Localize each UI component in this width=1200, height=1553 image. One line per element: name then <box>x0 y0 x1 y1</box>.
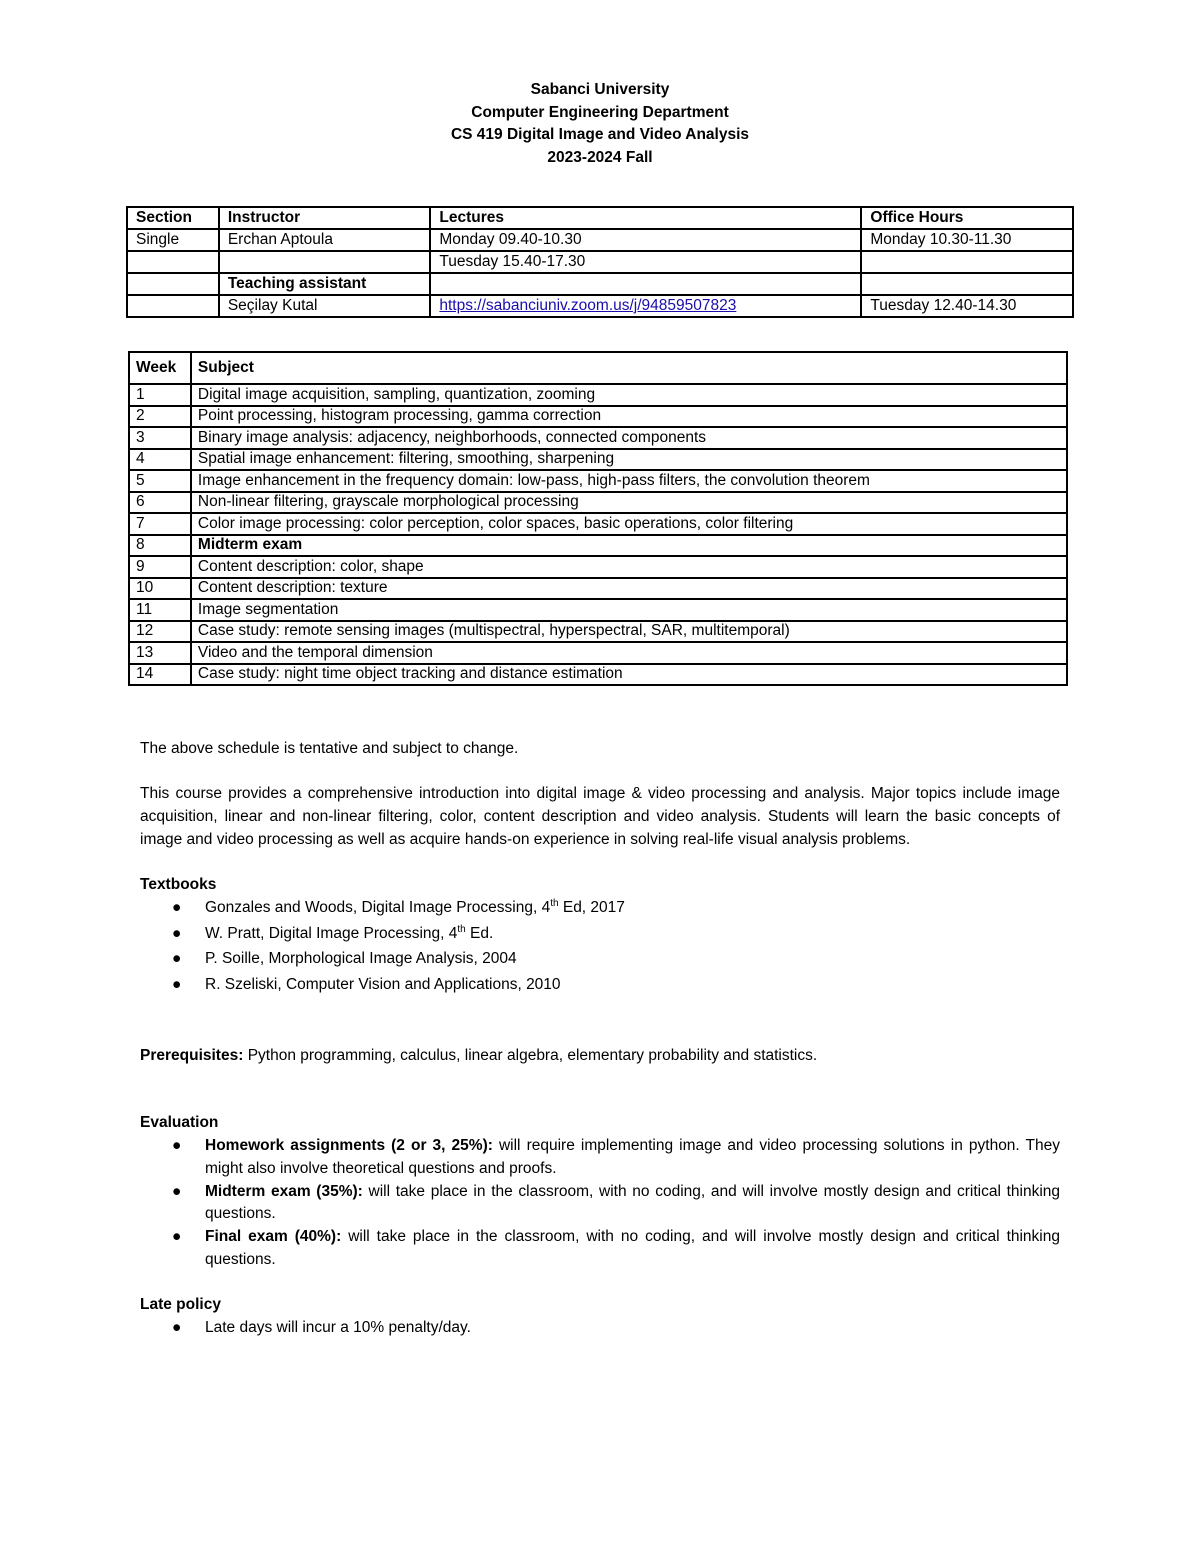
info-header-row <box>127 207 1073 229</box>
bullet-icon: ● <box>172 950 182 968</box>
textbook-item <box>140 974 1060 997</box>
week-number: 1 <box>129 384 191 406</box>
textbook-text: R. Szeliski, Computer Vision and Applications, 2010 <box>205 976 561 993</box>
schedule-row <box>129 578 1067 600</box>
bullet-icon: ● <box>172 1227 182 1245</box>
week-subject: Image segmentation <box>191 599 1067 621</box>
week-number: 2 <box>129 406 191 428</box>
evaluation-heading: Evaluation <box>140 1114 219 1132</box>
schedule-row <box>129 406 1067 428</box>
week-subject: Content description: color, shape <box>191 556 1067 578</box>
evaluation-label: Homework assignments (2 or 3, 25%): <box>205 1137 493 1155</box>
textbook-item <box>140 948 1060 971</box>
week-subject: Point processing, histogram processing, gamma correction <box>191 406 1067 428</box>
info-cell <box>861 251 1073 273</box>
week-number: 8 <box>129 535 191 557</box>
week-subject: Case study: remote sensing images (multispectral, hyperspectral, SAR, multitemporal) <box>191 621 1067 643</box>
week-subject: Spatial image enhancement: filtering, smoothing, sharpening <box>191 449 1067 471</box>
schedule-row <box>129 449 1067 471</box>
schedule-row <box>129 513 1067 535</box>
term: 2023-2024 Fall <box>547 148 653 166</box>
bullet-icon: ● <box>172 1182 182 1200</box>
schedule-row <box>129 642 1067 664</box>
info-cell <box>127 273 219 295</box>
week-number: 9 <box>129 556 191 578</box>
prerequisites-label: Prerequisites: <box>140 1046 244 1064</box>
prerequisites-text: Python programming, calculus, linear algebra, elementary probability and statistics. <box>243 1046 818 1064</box>
info-row <box>127 251 1073 273</box>
info-cell: Erchan Aptoula <box>219 229 431 251</box>
schedule-note: The above schedule is tentative and subject to change. <box>140 740 519 757</box>
info-cell <box>861 273 1073 295</box>
week-number: 12 <box>129 621 191 643</box>
info-cell <box>430 273 861 295</box>
schedule-row <box>129 427 1067 449</box>
week-number: 6 <box>129 492 191 514</box>
late-policy-list <box>140 1317 1060 1340</box>
textbook-text: Gonzales and Woods, Digital Image Processing, 4 <box>205 898 551 916</box>
info-cell <box>219 251 431 273</box>
textbook-list <box>140 897 1060 997</box>
evaluation-label: Final exam (40%): <box>205 1227 342 1245</box>
week-number: 10 <box>129 578 191 600</box>
info-header-lectures: Lectures <box>430 207 861 229</box>
evaluation-item <box>140 1135 1060 1180</box>
bullet-icon: ● <box>172 1137 182 1155</box>
week-number: 3 <box>129 427 191 449</box>
course-info-table <box>126 206 1074 318</box>
info-header-office-hours: Office Hours <box>861 207 1073 229</box>
bullet-icon: ● <box>172 976 182 993</box>
schedule-row <box>129 664 1067 686</box>
info-row <box>127 229 1073 251</box>
schedule-header-row <box>129 352 1067 384</box>
week-subject: Midterm exam <box>191 535 1067 557</box>
info-cell <box>430 295 861 317</box>
week-subject: Color image processing: color perception, color spaces, basic operations, color filtering <box>191 513 1067 535</box>
info-cell <box>127 251 219 273</box>
evaluation-label: Midterm exam (35%): <box>205 1182 363 1200</box>
late-policy-item <box>140 1317 1060 1340</box>
evaluation-text: will take place in the classroom, with no coding, and will involve mostly design and critical thinking questions. <box>205 1227 1060 1268</box>
edition-superscript: th <box>457 923 466 935</box>
textbook-item <box>140 923 1060 946</box>
schedule-header-week: Week <box>129 352 191 384</box>
course-description: This course provides a comprehensive introduction into digital image & video processing and analysis. Major topics include image acquisition, linear and non-linear filtering, color, content description and video analysis. Students will learn the basic concepts of image and video processing as well as acquire hands-on experience in solving real-life visual analysis problems. <box>140 785 1060 848</box>
info-header-instructor: Instructor <box>219 207 431 229</box>
schedule-row <box>129 621 1067 643</box>
document-header <box>0 79 1200 169</box>
evaluation-item <box>140 1226 1060 1271</box>
week-subject: Binary image analysis: adjacency, neighborhoods, connected components <box>191 427 1067 449</box>
info-cell: Tuesday 15.40-17.30 <box>430 251 861 273</box>
evaluation-text: will take place in the classroom, with no coding, and will involve mostly design and critical thinking questions. <box>205 1182 1060 1223</box>
university-name: Sabanci University <box>530 81 670 98</box>
textbook-text: P. Soille, Morphological Image Analysis, 2004 <box>205 950 517 968</box>
textbook-text-end: Ed, 2017 <box>558 898 625 916</box>
week-number: 11 <box>129 599 191 621</box>
info-row <box>127 295 1073 317</box>
evaluation-text: will require implementing image and video processing solutions in python. They might also involve theoretical questions and proofs. <box>205 1137 1060 1177</box>
week-number: 4 <box>129 449 191 471</box>
teaching-assistant-label: Teaching assistant <box>219 273 431 295</box>
schedule-row <box>129 470 1067 492</box>
prerequisites <box>140 1045 1060 1068</box>
week-number: 7 <box>129 513 191 535</box>
info-cell: Single <box>127 229 219 251</box>
week-number: 13 <box>129 642 191 664</box>
schedule-row <box>129 599 1067 621</box>
schedule-row <box>129 535 1067 557</box>
week-subject: Content description: texture <box>191 578 1067 600</box>
evaluation-item <box>140 1181 1060 1226</box>
info-cell: Tuesday 12.40-14.30 <box>861 295 1073 317</box>
info-cell: Monday 10.30-11.30 <box>861 229 1073 251</box>
schedule-row <box>129 492 1067 514</box>
document-body <box>140 738 1060 1339</box>
bullet-icon: ● <box>172 898 182 916</box>
department-name: Computer Engineering Department <box>471 103 729 121</box>
week-number: 14 <box>129 664 191 686</box>
week-subject: Digital image acquisition, sampling, quantization, zooming <box>191 384 1067 406</box>
info-header-section: Section <box>127 207 219 229</box>
textbook-item <box>140 897 1060 920</box>
info-row <box>127 273 1073 295</box>
week-subject: Video and the temporal dimension <box>191 642 1067 664</box>
late-policy-text: Late days will incur a 10% penalty/day. <box>205 1318 471 1336</box>
evaluation-list <box>140 1135 1060 1271</box>
zoom-link[interactable]: https://sabanciuniv.zoom.us/j/94859507823 <box>439 297 737 314</box>
late-policy-heading: Late policy <box>140 1296 221 1314</box>
week-subject: Image enhancement in the frequency domain: low-pass, high-pass filters, the convolution theorem <box>191 470 1067 492</box>
week-number: 5 <box>129 470 191 492</box>
info-cell: Monday 09.40-10.30 <box>430 229 861 251</box>
week-subject: Non-linear filtering, grayscale morphological processing <box>191 492 1067 514</box>
schedule-header-subject: Subject <box>191 352 1067 384</box>
textbook-text: W. Pratt, Digital Image Processing, 4 <box>205 924 458 942</box>
bullet-icon: ● <box>172 924 182 942</box>
schedule-row <box>129 384 1067 406</box>
textbooks-heading: Textbooks <box>140 876 217 894</box>
course-title: CS 419 Digital Image and Video Analysis <box>450 126 750 143</box>
info-cell <box>127 295 219 317</box>
info-cell: Seçilay Kutal <box>219 295 431 317</box>
textbook-text-end: Ed. <box>465 924 494 942</box>
weekly-schedule-table <box>128 351 1068 686</box>
week-subject: Case study: night time object tracking and distance estimation <box>191 664 1067 686</box>
bullet-icon: ● <box>172 1318 182 1336</box>
edition-superscript: th <box>550 897 559 909</box>
schedule-row <box>129 556 1067 578</box>
